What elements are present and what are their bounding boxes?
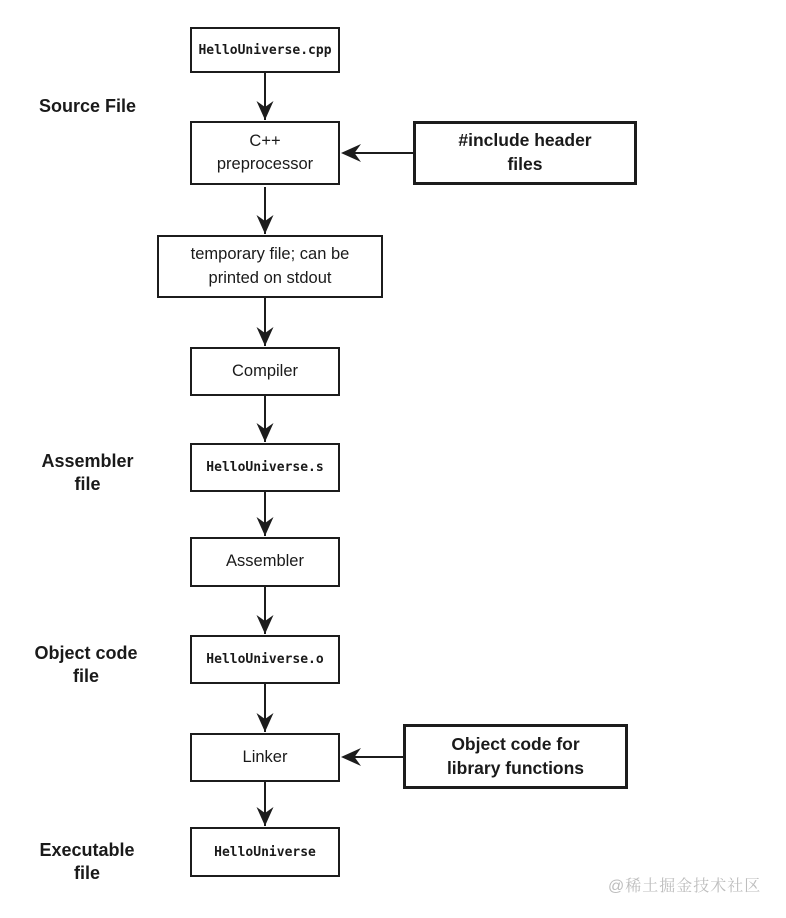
label-source-file	[5, 95, 170, 118]
note-library-object-code	[403, 724, 628, 789]
note-library-object-code-line1: Object code for	[451, 733, 580, 754]
arrow-compiler-to-asmfile	[257, 396, 274, 442]
node-preprocessor	[190, 121, 340, 185]
node-assembler-file-label: HelloUniverse.s	[206, 460, 324, 475]
node-object-file	[190, 635, 340, 684]
label-assembler-file-line1: Assembler	[41, 451, 134, 471]
node-executable	[190, 827, 340, 877]
arrow-cpp-to-preprocessor	[257, 73, 274, 120]
node-source-file-label: HelloUniverse.cpp	[198, 42, 332, 58]
note-include-headers-line2: files	[507, 154, 543, 174]
label-object-code-file-line1: Object code	[34, 643, 138, 663]
arrow-linker-to-executable	[257, 782, 274, 826]
node-preprocessor-line2: preprocessor	[216, 155, 314, 173]
node-compiler-label: Compiler	[231, 361, 299, 380]
arrow-preprocessor-to-tempfile	[257, 187, 274, 234]
arrow-objfile-to-linker	[257, 684, 274, 732]
node-preprocessor-line1: C++	[249, 131, 281, 150]
node-linker-label: Linker	[242, 747, 288, 766]
node-source-file	[190, 27, 340, 73]
arrow-asmfile-to-assembler	[257, 492, 274, 536]
label-object-code-file-line2: file	[72, 666, 99, 687]
arrow-libs-to-linker	[341, 748, 403, 766]
label-assembler-file	[5, 450, 170, 497]
label-assembler-file-line2: file	[74, 474, 101, 495]
node-temp-file-line1: temporary file; can be	[190, 245, 350, 264]
label-source-file-line1: Source File	[38, 96, 137, 116]
node-assembler-file	[190, 443, 340, 492]
node-executable-label: HelloUniverse	[214, 844, 316, 860]
arrow-include-to-preprocessor	[341, 144, 413, 162]
node-temp-file-line2: printed on stdout	[208, 268, 332, 287]
arrow-tempfile-to-compiler	[257, 298, 274, 346]
label-executable-file-line2: file	[73, 863, 100, 884]
node-assembler-label: Assembler	[226, 552, 304, 571]
node-temp-file	[157, 235, 383, 298]
note-include-headers	[413, 121, 637, 185]
arrow-assembler-to-objfile	[257, 587, 274, 634]
node-assembler	[190, 537, 340, 587]
watermark: @稀土掘金技术社区	[608, 878, 762, 895]
note-library-object-code-line2: library functions	[446, 757, 585, 778]
label-executable-file-line1: Executable	[39, 840, 135, 860]
node-linker	[190, 733, 340, 782]
node-object-file-label: HelloUniverse.o	[206, 652, 324, 667]
label-executable-file	[3, 839, 171, 886]
note-include-headers-line1: #include header	[458, 130, 592, 151]
node-compiler	[190, 347, 340, 396]
label-object-code-file	[0, 642, 172, 689]
